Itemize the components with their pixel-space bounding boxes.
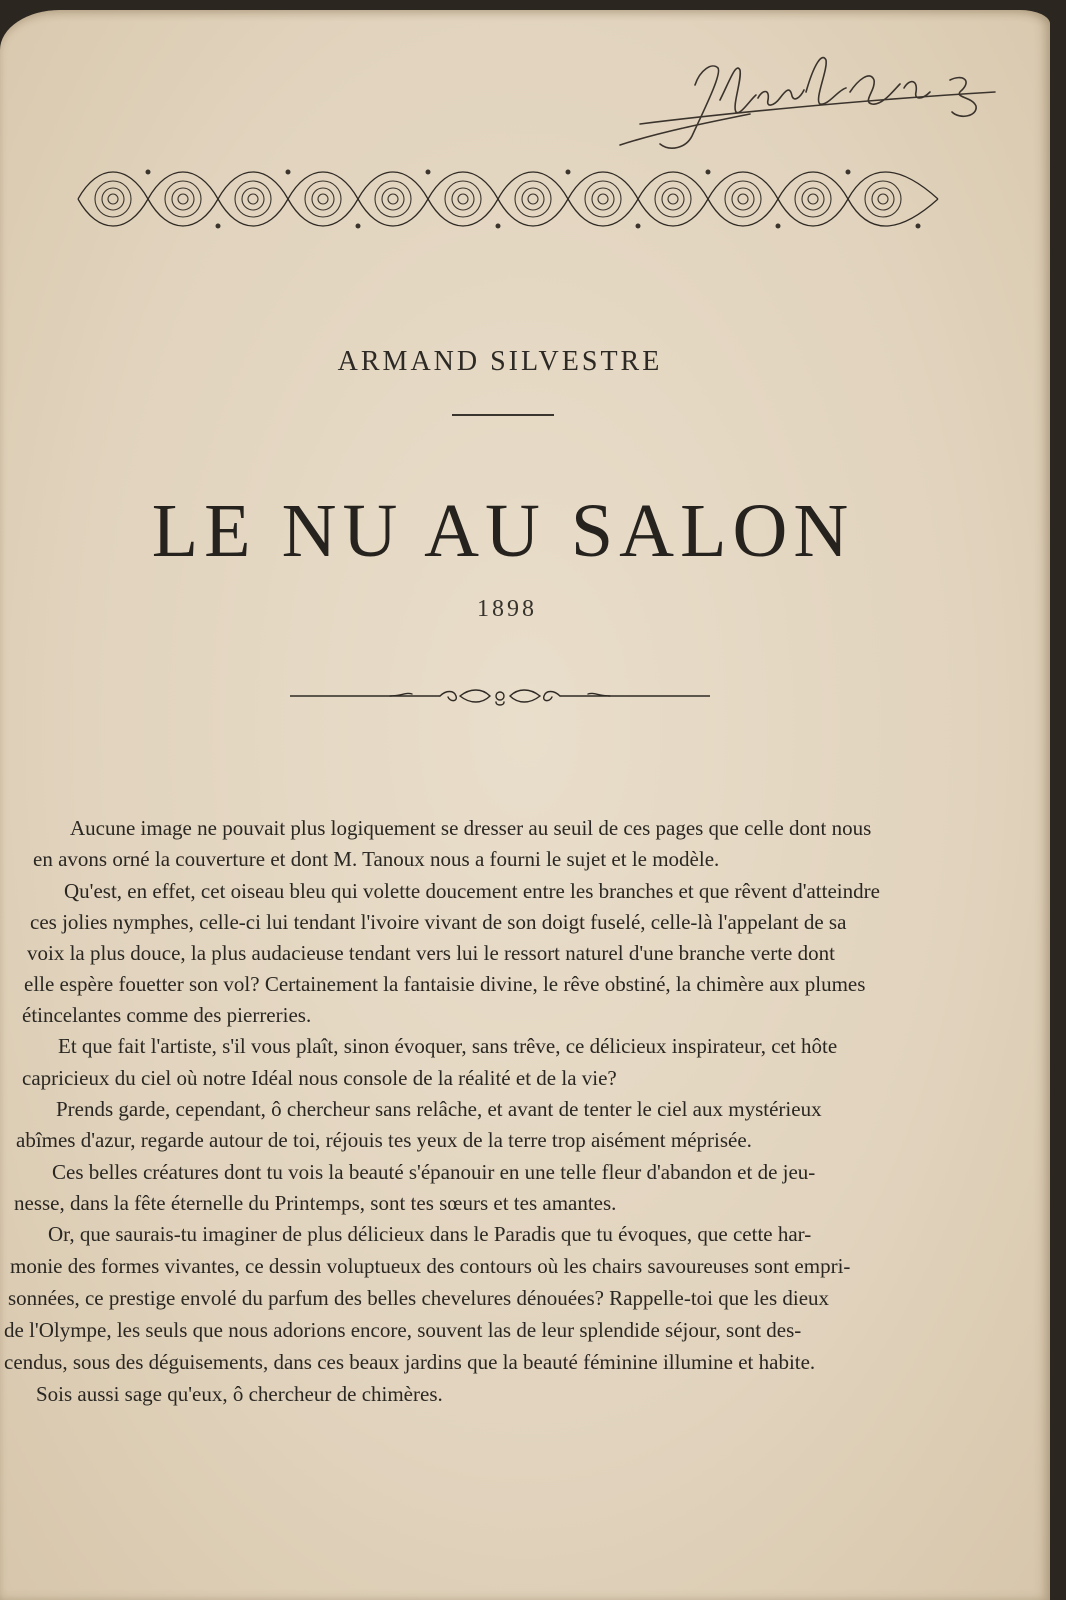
text-line: de l'Olympe, les seuls que nous adorions encore, souvent las de leur splendide séjour, sont des- [4,1318,802,1342]
text-line: Prends garde, cependant, ô chercheur sans relâche, et avant de tenter le ciel aux mystérieux [56,1097,822,1121]
text-line: capricieux du ciel où notre Idéal nous console de la réalité et de la vie? [22,1066,617,1090]
handwritten-signature [600,40,1020,160]
short-rule [452,414,554,416]
text-line: Or, que saurais-tu imaginer de plus délicieux dans le Paradis que tu évoques, que cette har- [48,1222,812,1246]
text-line: elle espère fouetter son vol? Certainement la fantaisie divine, le rêve obstiné, la chimère aux plumes [24,972,866,996]
text-line: voix la plus douce, la plus audacieuse tendant vers lui le ressort naturel d'une branche verte dont [27,941,835,965]
text-line: étincelantes comme des pierreries. [22,1003,312,1027]
author-name: ARMAND SILVESTRE [337,346,663,377]
text-line: en avons orné la couverture et dont M. Tanoux nous a fourni le sujet et le modèle. [33,847,720,871]
text-line: Sois aussi sage qu'eux, ô chercheur de chimères. [36,1382,443,1406]
year: 1898 [477,596,537,622]
text-line: Ces belles créatures dont tu vois la beauté s'épanouir en une telle fleur d'abandon et de jeu- [52,1160,816,1184]
text-line: Et que fait l'artiste, s'il vous plaît, sinon évoquer, sans trêve, ce délicieux inspirateur, cet hôte [58,1034,838,1058]
text-line: cendus, sous des déguisements, dans ces beaux jardins que la beauté féminine illumine et habite. [4,1350,816,1374]
text-line: Aucune image ne pouvait plus logiquement se dresser au seuil de ces pages que celle dont nous [70,816,872,840]
text-line: Qu'est, en effet, cet oiseau bleu qui volette doucement entre les branches et que rêvent d'atteindre [64,879,880,903]
text-line: monie des formes vivantes, ce dessin voluptueux des contours où les chairs savoureuses sont empri- [10,1254,851,1278]
decorative-ornament-band [68,158,948,240]
text-line: nesse, dans la fête éternelle du Printemps, sont tes sœurs et tes amantes. [14,1191,617,1215]
ornamental-divider [290,682,710,710]
text-line: sonnées, ce prestige envolé du parfum des belles chevelures dénouées? Rappelle-toi que les dieux [8,1286,830,1310]
book-page [0,10,1050,1600]
page-title: LE NU AU SALON [151,489,855,573]
text-line: ces jolies nymphes, celle-ci lui tendant l'ivoire vivant de son doigt fuselé, celle-là l'appelant de sa [30,910,847,934]
text-line: abîmes d'azur, regarde autour de toi, réjouis tes yeux de la terre trop aisément méprisée. [16,1128,752,1152]
